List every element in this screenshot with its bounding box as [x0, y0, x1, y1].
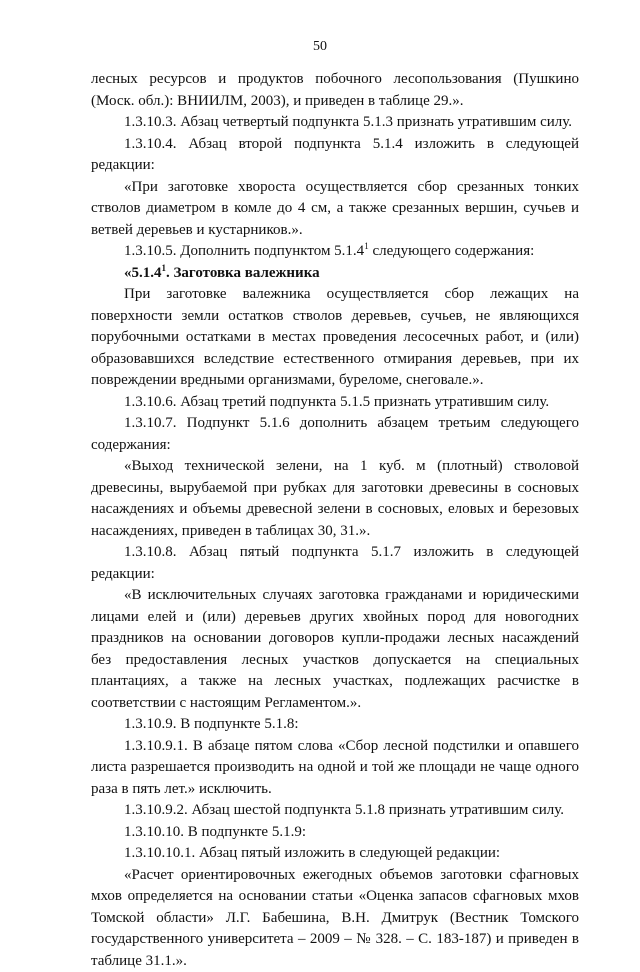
- paragraph: 1.3.10.5. Дополнить подпунктом 5.1.4$^1$ следующего содержания:: [91, 241, 579, 263]
- document-body: [91, 69, 579, 972]
- paragraph: 1.3.10.8. Абзац пятый подпункта 5.1.7 изложить в следующей редакции:: [91, 542, 579, 585]
- paragraph: 1.3.10.9.1. В абзаце пятом слова «Сбор лесной подстилки и опавшего листа разрешается производить на одной и той же площади не чаще одного раза в пять лет.» исключить.: [91, 736, 579, 801]
- paragraph: 1.3.10.10.1. Абзац пятый изложить в следующей редакции:: [91, 843, 579, 865]
- paragraph: лесных ресурсов и продуктов побочного лесопользования (Пушкино (Моск. обл.): ВНИИЛМ, 2003), и приведен в таблице 29.».: [91, 69, 579, 112]
- paragraph: 1.3.10.3. Абзац четвертый подпункта 5.1.3 признать утратившим силу.: [91, 112, 579, 134]
- paragraph: «Расчет ориентировочных ежегодных объемов заготовки сфагновых мхов определяется на основании статьи «Оценка запасов сфагновых мхов Томской области» Л.Г. Бабешина, В.Н. Дмитрук (Вестник Томского государственного университета – 2009 – № 328. – С. 183-187) и приведен в таблице 31.1.».: [91, 865, 579, 972]
- paragraph: 1.3.10.6. Абзац третий подпункта 5.1.5 признать утратившим силу.: [91, 392, 579, 414]
- paragraph: При заготовке валежника осуществляется сбор лежащих на поверхности земли остатков стволов деревьев, сучьев, не являющихся порубочными остатками в местах проведения лесосечных работ, и (или) образовавшихся вследствие естественного отмирания деревьев, при их повреждении вредными организмами, буреломе, снеговале.».: [91, 284, 579, 392]
- section-heading: «5.1.4$^1$. Заготовка валежника: [91, 263, 579, 285]
- paragraph: 1.3.10.10. В подпункте 5.1.9:: [91, 822, 579, 844]
- paragraph: «При заготовке хвороста осуществляется сбор срезанных тонких стволов диаметром в комле до 4 см, а также срезанных вершин, сучьев и ветвей деревьев и кустарников.».: [91, 177, 579, 242]
- page-number: 50: [0, 36, 640, 58]
- paragraph: 1.3.10.4. Абзац второй подпункта 5.1.4 изложить в следующей редакции:: [91, 134, 579, 177]
- paragraph: 1.3.10.7. Подпункт 5.1.6 дополнить абзацем третьим следующего содержания:: [91, 413, 579, 456]
- paragraph: 1.3.10.9.2. Абзац шестой подпункта 5.1.8 признать утратившим силу.: [91, 800, 579, 822]
- paragraph: «Выход технической зелени, на 1 куб. м (плотный) стволовой древесины, вырубаемой при рубках для заготовки древесины в сосновых насаждениях и объемы древесной зелени в сосновых, еловых и березовых насаждениях, приведен в таблицах 30, 31.».: [91, 456, 579, 542]
- paragraph: 1.3.10.9. В подпункте 5.1.8:: [91, 714, 579, 736]
- paragraph: «В исключительных случаях заготовка гражданами и юридическими лицами елей и (или) деревьев других хвойных пород для новогодних праздников на основании договоров купли-продажи лесных насаждений без предоставления лесных участков допускается на специальных плантациях, а также на лесных участках, подлежащих расчистке в соответствии с настоящим Регламентом.».: [91, 585, 579, 714]
